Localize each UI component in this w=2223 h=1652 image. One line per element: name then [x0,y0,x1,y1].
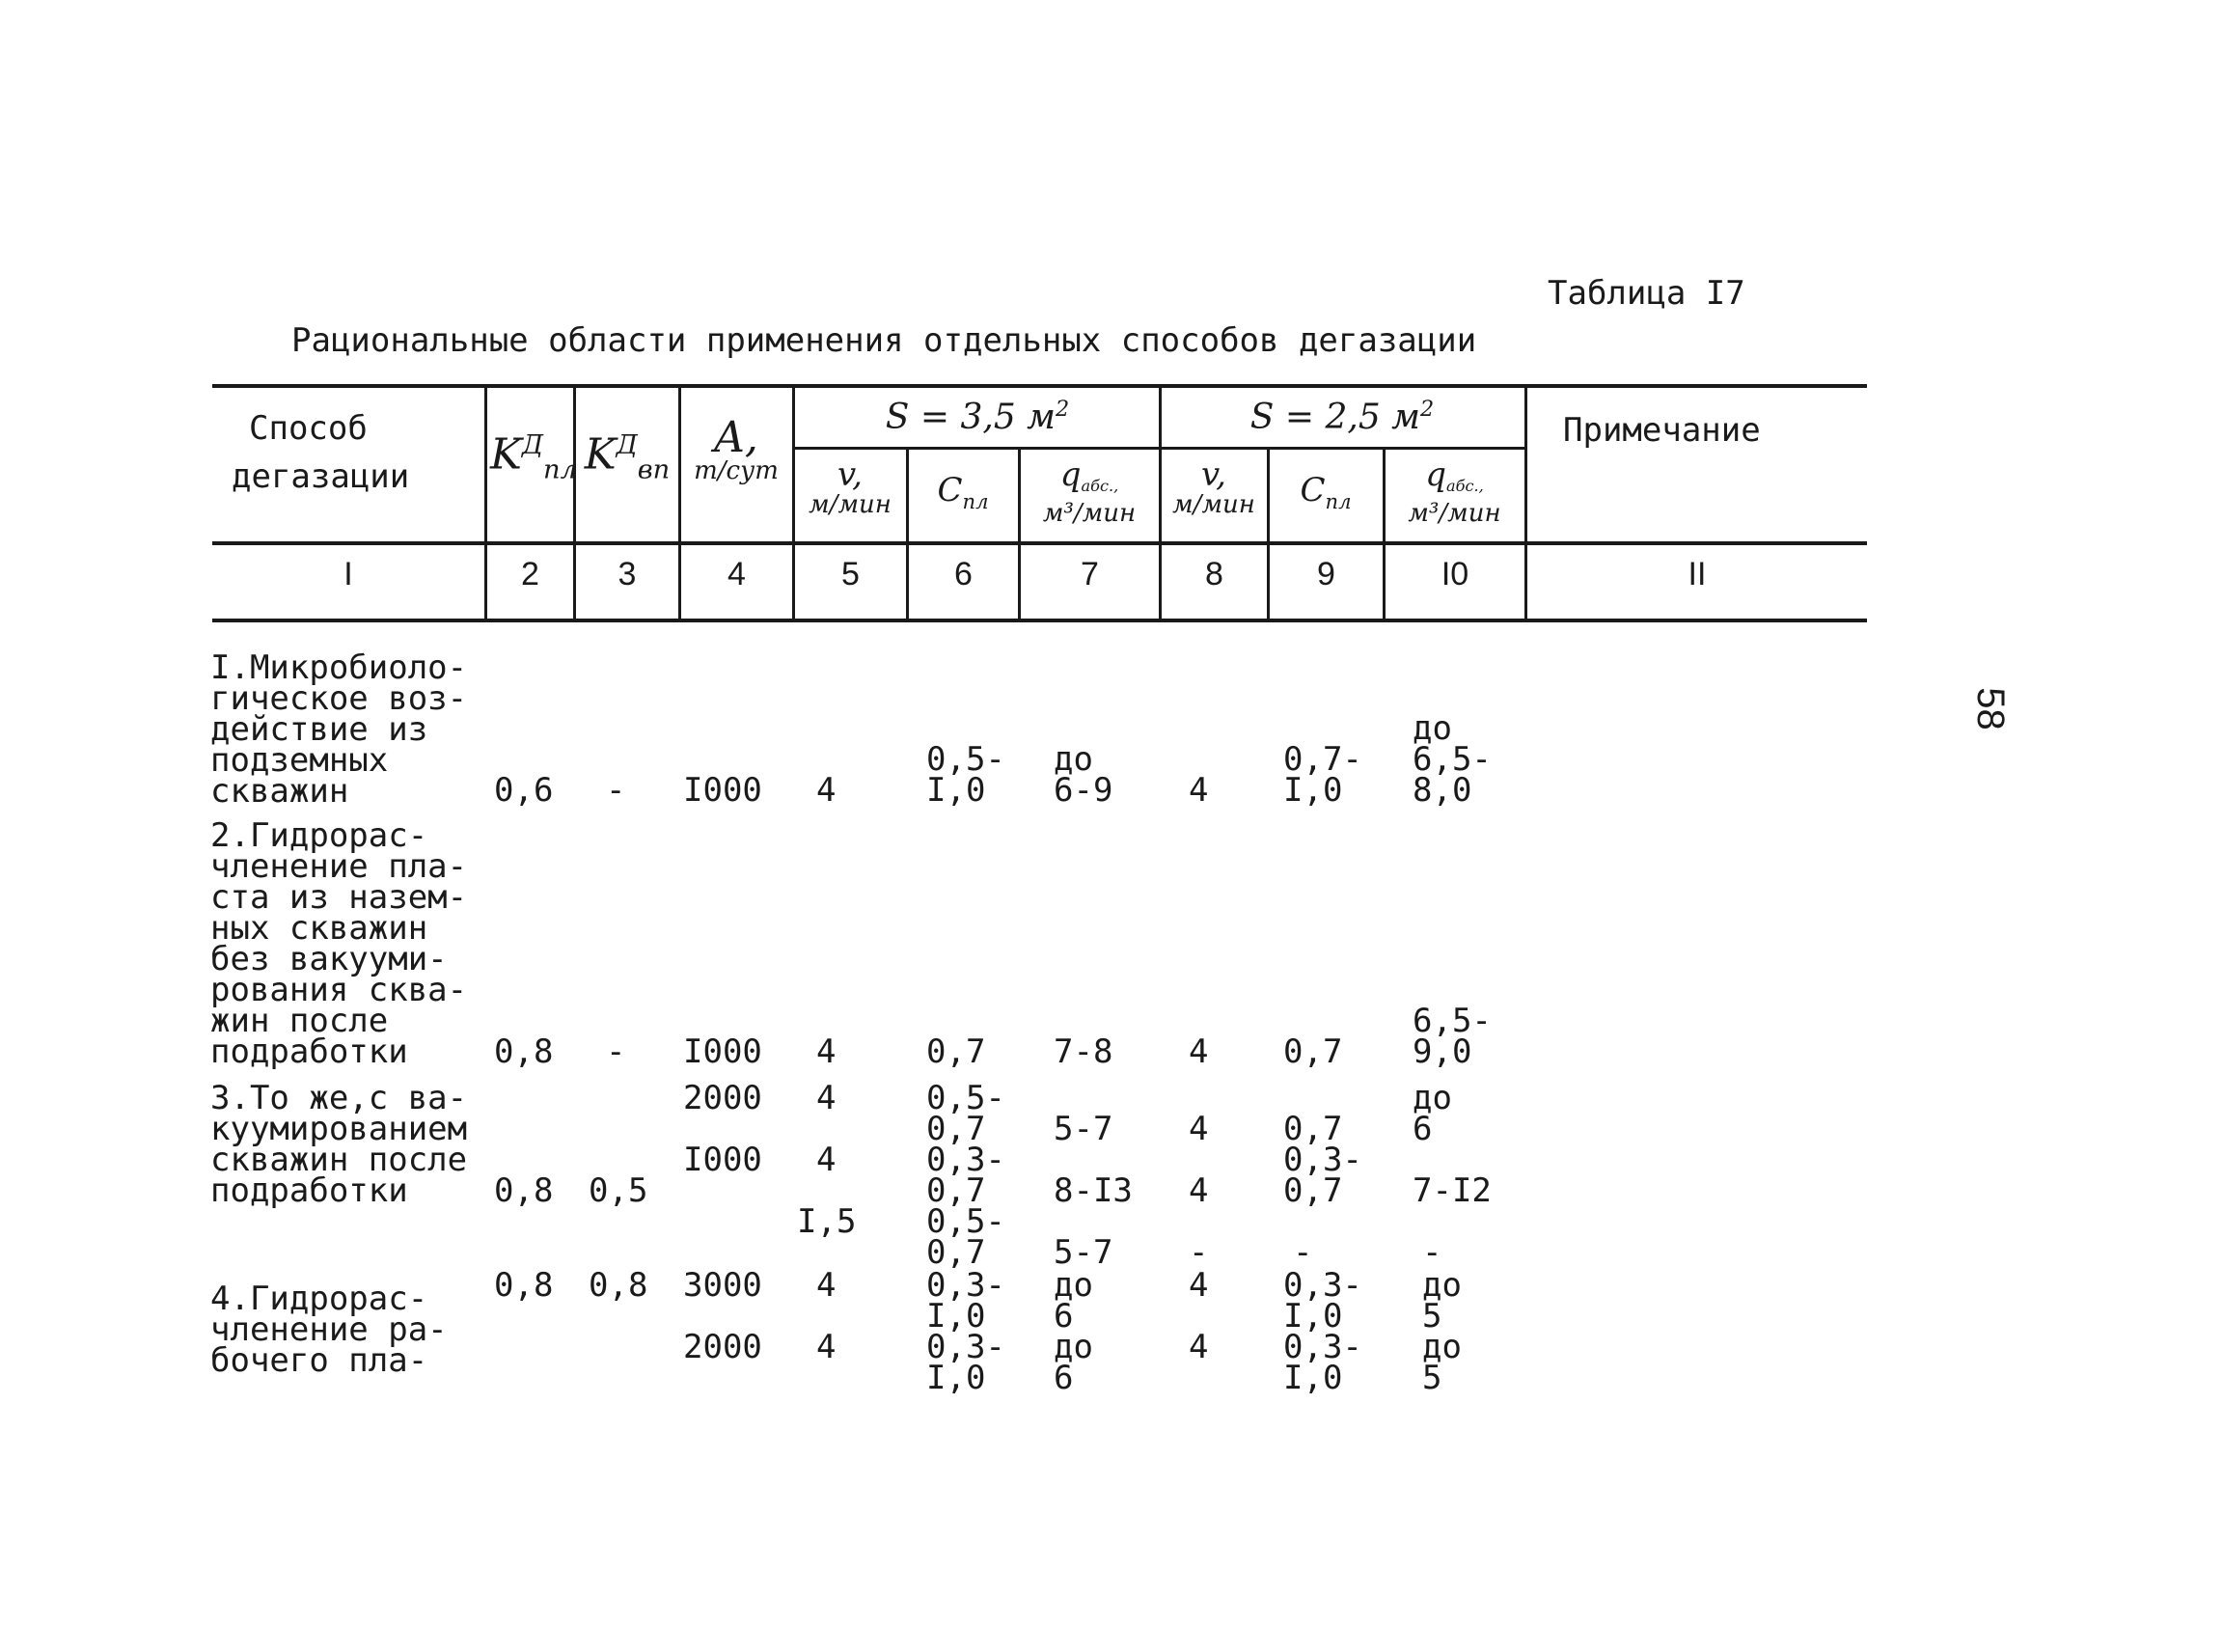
page-number: 58 [1968,687,2012,730]
column-number: 9 [1317,556,1335,592]
cell-v1: 4 [816,771,837,810]
cell-k-vp: 0,8 [589,1266,648,1305]
column-number: 8 [1205,556,1223,592]
col-sep [1267,447,1270,620]
cell-k-vp: - [606,1032,626,1071]
cell-q2: - [1422,1233,1442,1272]
cell-v2: 4 [1189,771,1209,810]
cell-k-vp: 0,5 [589,1171,648,1210]
cell-q1: 5-7 [1054,1233,1113,1272]
cell-v2: - [1189,1233,1209,1272]
cell-c2: 0,7 [1283,1032,1343,1071]
cell-q1: до 6-9 [1054,740,1113,810]
cell-q1: до 6 [1054,1328,1093,1397]
cell-v2: 4 [1189,1328,1209,1366]
header-v1: v, м/мин [809,455,892,519]
cell-v1: 4 [816,1141,837,1179]
header-v2: v, м/мин [1172,455,1255,519]
cell-q2: до 5 [1422,1328,1462,1397]
header-q1: $q_{абс.,}$ м³/мин [1042,455,1137,529]
cell-k-pl: 0,8 [494,1266,554,1305]
cell-k-pl: 0,8 [494,1032,554,1071]
cell-c1: 0,3- I,0 [926,1328,1005,1397]
cell-v2: 4 [1189,1266,1209,1305]
header-note: Примечание [1563,411,1761,450]
cell-a: 2000 [683,1328,762,1366]
row-method: 3.То же,с ва- куумированием скважин после подработки [210,1079,468,1210]
cell-k-pl: 0,8 [494,1171,554,1210]
cell-a: I000 [683,1141,762,1179]
cell-v1: 4 [816,1328,837,1366]
column-number: I [343,556,353,592]
cell-c1: 0,3- 0,7 [926,1141,1005,1210]
cell-q1: 5-7 [1054,1110,1113,1148]
header-a: A, т/сут [694,413,779,485]
header-method-line1: Способ [249,409,368,448]
cell-v2: 4 [1189,1110,1209,1148]
column-number: 2 [521,556,539,592]
cell-c2: 0,7 [1283,1110,1343,1148]
cell-c2: 0,3- 0,7 [1283,1141,1362,1210]
row-method: I.Микробиоло- гическое воз- действие из подземных скважин [210,648,468,811]
table-title: Рациональные области применения отдельных способов дегазации [291,321,1477,360]
cell-q1: 8-I3 [1054,1171,1133,1210]
header-method-line2: дегазации [232,457,410,496]
cell-c1: 0,7 [926,1032,986,1071]
cell-v1: I,5 [797,1202,857,1241]
cell-v2: 4 [1189,1171,1209,1210]
cell-q2: до 5 [1422,1266,1462,1335]
cell-c2: 0,3- I,0 [1283,1266,1362,1335]
cell-k-vp: - [606,771,626,810]
cell-q2: до 6,5- 8,0 [1413,709,1492,810]
column-number: I0 [1441,556,1469,592]
cell-c1: 0,5- I,0 [926,740,1005,810]
row-method: 4.Гидрорас- членение ра- бочего пла- [210,1280,448,1380]
cell-q2: 6,5- 9,0 [1413,1002,1492,1071]
cell-v1: 4 [816,1079,837,1117]
cell-a: I000 [683,771,762,810]
header-group-3-5: S = 3,5 $м^2$ [885,397,1070,437]
cell-a: I000 [683,1032,762,1071]
rule-header-bottom [212,541,1867,545]
row-method: 2.Гидрорас- членение пла- ста из назем- ных скважин без вакууми- рования сква- жин после подработки [210,816,468,1071]
rule-numbers-bottom [212,619,1867,622]
cell-c1: 0,5- 0,7 [926,1202,1005,1272]
column-number: 3 [618,556,637,592]
header-c2: $C_{пл}$ [1300,471,1352,513]
header-k-vp: $K^Д_{вп}$ [584,429,671,485]
header-q2: $q_{абс.,}$ м³/мин [1408,455,1501,529]
cell-q1: до 6 [1054,1266,1093,1335]
rule-top [212,384,1867,388]
cell-v1: 4 [816,1266,837,1305]
cell-c1: 0,5- 0,7 [926,1079,1005,1148]
cell-q2: до 6 [1413,1079,1452,1148]
cell-v2: 4 [1189,1032,1209,1071]
column-number: 6 [954,556,973,592]
cell-c2: - [1293,1233,1313,1272]
cell-c1: 0,3- I,0 [926,1266,1005,1335]
header-k-pl: $K^Д_{пл}$ [490,429,577,485]
cell-q2: 7-I2 [1413,1171,1492,1210]
header-group-2-5: S = 2,5 $м^2$ [1249,397,1435,437]
cell-c2: 0,3- I,0 [1283,1328,1362,1397]
column-number: 7 [1081,556,1099,592]
cell-k-pl: 0,6 [494,771,554,810]
cell-a: 2000 [683,1079,762,1117]
col-sep [906,447,909,620]
column-number: 4 [727,556,746,592]
column-number: II [1688,556,1707,592]
cell-a: 3000 [683,1266,762,1305]
cell-q1: 7-8 [1054,1032,1113,1071]
column-number: 5 [841,556,860,592]
cell-c2: 0,7- I,0 [1283,740,1362,810]
cell-v1: 4 [816,1032,837,1071]
header-c1: $C_{пл}$ [937,471,989,513]
table-label: Таблица I7 [1548,274,1745,313]
